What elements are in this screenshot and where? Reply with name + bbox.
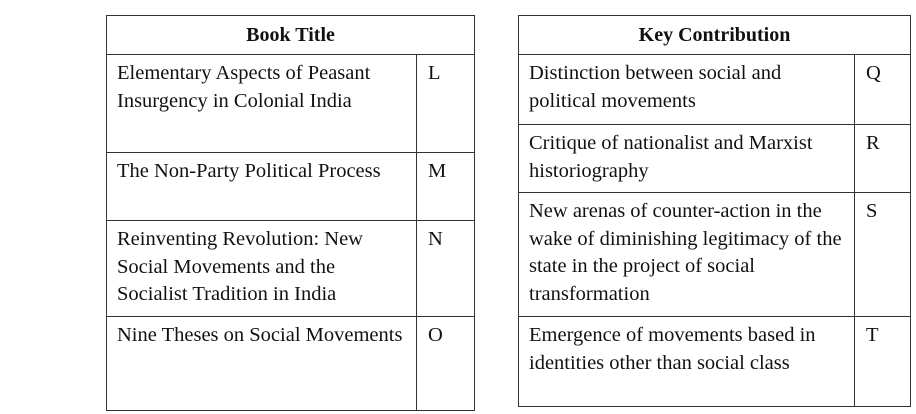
book-title-table (106, 15, 475, 411)
book-title-cell: Nine Theses on Social Movements (107, 317, 417, 411)
table-row (519, 125, 911, 193)
book-code-cell: O (417, 317, 475, 411)
contribution-code-cell: Q (855, 55, 911, 125)
table-header-row (519, 16, 911, 55)
column-header-book-title: Book Title (107, 16, 475, 55)
table-row (519, 193, 911, 317)
column-header-key-contribution: Key Contribution (519, 16, 911, 55)
table-header-row (107, 16, 475, 55)
key-contribution-table (518, 15, 911, 407)
table-row (519, 317, 911, 407)
table-row (107, 317, 475, 411)
book-code-cell: M (417, 153, 475, 221)
book-title-cell: Elementary Aspects of Peasant Insurgency in Colonial India (107, 55, 417, 153)
contribution-code-cell: T (855, 317, 911, 407)
contribution-cell: Emergence of movements based in identities other than social class (519, 317, 855, 407)
book-code-cell: N (417, 221, 475, 317)
book-code-cell: L (417, 55, 475, 153)
table-row (107, 153, 475, 221)
contribution-cell: New arenas of counter-action in the wake of diminishing legitimacy of the state in the project of social transformation (519, 193, 855, 317)
book-title-cell: The Non-Party Political Process (107, 153, 417, 221)
table-row (107, 55, 475, 153)
table-row (107, 221, 475, 317)
contribution-cell: Distinction between social and political movements (519, 55, 855, 125)
contribution-cell: Critique of nationalist and Marxist historiography (519, 125, 855, 193)
book-title-cell: Reinventing Revolution: New Social Movements and the Socialist Tradition in India (107, 221, 417, 317)
contribution-code-cell: S (855, 193, 911, 317)
contribution-code-cell: R (855, 125, 911, 193)
table-row (519, 55, 911, 125)
